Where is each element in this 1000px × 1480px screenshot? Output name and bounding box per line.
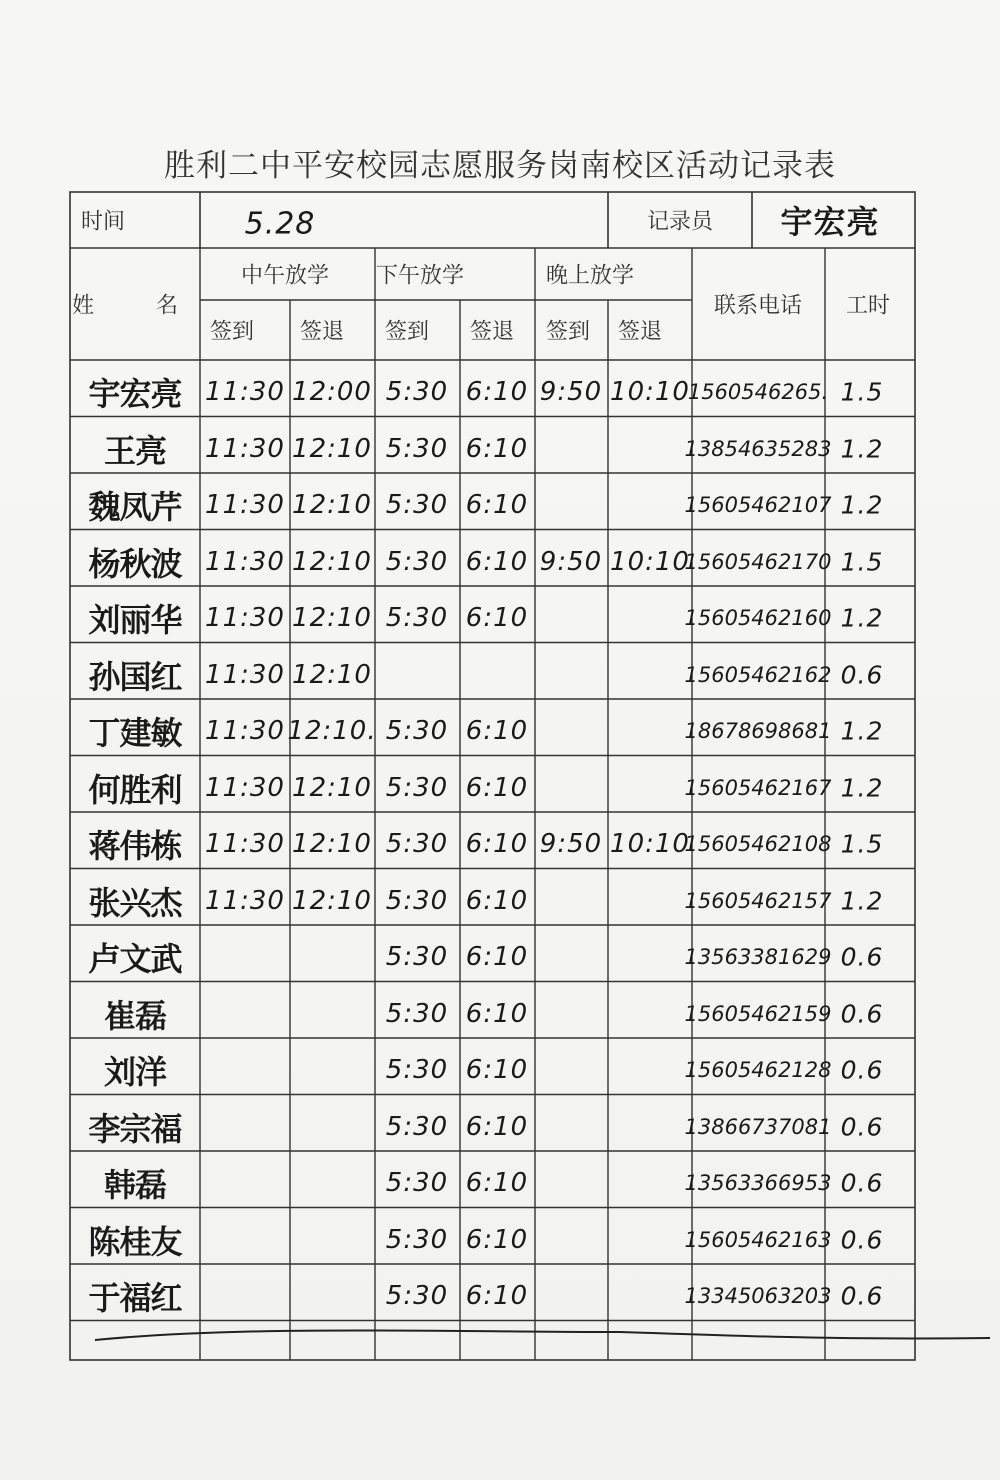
- cell-afternoon-sign-out: 6:10: [465, 716, 529, 747]
- cell-noon-sign-out: 12:10.: [287, 716, 377, 747]
- phone-header: 联系电话: [713, 293, 803, 319]
- end-scribble-line: [95, 1330, 990, 1340]
- cell-evening-sign-in: 9:50: [539, 377, 603, 408]
- cell-name: 蒋伟栋: [88, 827, 182, 866]
- cell-name: 崔磊: [103, 996, 167, 1035]
- cell-afternoon-sign-in: 5:30: [385, 603, 449, 634]
- cell-afternoon-sign-in: 5:30: [385, 716, 449, 747]
- cell-evening-sign-out: 10:10: [610, 377, 690, 408]
- cell-phone: 15605462170: [684, 549, 832, 574]
- cell-evening-sign-out: 10:10: [610, 829, 690, 860]
- cell-noon-sign-in: 11:30: [205, 772, 285, 803]
- cell-hours: 1.2: [840, 716, 884, 746]
- cell-evening-sign-out: 10:10: [610, 546, 690, 577]
- cell-name: 杨秋波: [88, 544, 182, 583]
- afternoon-sign-out-header: 签退: [469, 319, 515, 345]
- cell-hours: 0.6: [840, 1225, 884, 1255]
- cell-name: 于福红: [88, 1279, 182, 1318]
- cell-afternoon-sign-out: 6:10: [465, 490, 529, 521]
- cell-noon-sign-out: 12:10: [292, 490, 372, 521]
- cell-afternoon-sign-out: 6:10: [465, 772, 529, 803]
- cell-afternoon-sign-out: 6:10: [465, 829, 529, 860]
- cell-afternoon-sign-in: 5:30: [385, 490, 449, 521]
- cell-afternoon-sign-in: 5:30: [385, 998, 449, 1029]
- cell-name: 刘洋: [103, 1053, 167, 1092]
- cell-noon-sign-in: 11:30: [205, 716, 285, 747]
- noon-header: 中午放学: [240, 263, 330, 289]
- cell-afternoon-sign-out: 6:10: [465, 603, 529, 634]
- cell-hours: 1.2: [840, 773, 884, 803]
- cell-phone: 13866737081: [684, 1114, 832, 1139]
- cell-name: 韩磊: [103, 1166, 167, 1205]
- cell-afternoon-sign-in: 5:30: [385, 829, 449, 860]
- cell-phone: 13345063203: [684, 1284, 832, 1309]
- cell-phone: 15605462128: [684, 1058, 832, 1083]
- cell-noon-sign-in: 11:30: [205, 377, 285, 408]
- cell-name: 卢文武: [88, 940, 182, 979]
- cell-hours: 0.6: [840, 1055, 884, 1085]
- cell-afternoon-sign-in: 5:30: [385, 1224, 449, 1255]
- cell-hours: 1.5: [840, 377, 884, 407]
- cell-noon-sign-in: 11:30: [205, 433, 285, 464]
- noon-sign-out-header: 签退: [299, 319, 345, 345]
- cell-phone: 15605462162: [684, 662, 832, 687]
- cell-phone: 15605462157: [684, 888, 832, 913]
- cell-afternoon-sign-in: 5:30: [385, 377, 449, 408]
- cell-phone: 15605462159: [684, 1001, 832, 1026]
- cell-afternoon-sign-in: 5:30: [385, 1055, 449, 1086]
- cell-phone: 15605462108: [684, 832, 832, 857]
- cell-phone: 15605462107: [684, 493, 832, 518]
- cell-phone: 1560546265.: [687, 380, 829, 405]
- cell-phone: 15605462167: [684, 775, 832, 800]
- cell-evening-sign-in: 9:50: [539, 829, 603, 860]
- cell-afternoon-sign-out: 6:10: [465, 1111, 529, 1142]
- cell-phone: 15605462160: [684, 606, 832, 631]
- cell-name: 何胜利: [88, 770, 182, 809]
- cell-noon-sign-out: 12:00: [292, 377, 372, 408]
- hours-header: 工时: [845, 293, 891, 319]
- cell-noon-sign-in: 11:30: [205, 546, 285, 577]
- cell-evening-sign-in: 9:50: [539, 546, 603, 577]
- cell-afternoon-sign-out: 6:10: [465, 942, 529, 973]
- cell-afternoon-sign-out: 6:10: [465, 885, 529, 916]
- cell-hours: 1.2: [840, 434, 884, 464]
- cell-hours: 0.6: [840, 999, 884, 1029]
- cell-name: 刘丽华: [88, 601, 182, 640]
- cell-phone: 15605462163: [684, 1227, 832, 1252]
- cell-noon-sign-out: 12:10: [292, 603, 372, 634]
- cell-noon-sign-out: 12:10: [292, 829, 372, 860]
- cell-hours: 1.2: [840, 886, 884, 916]
- cell-phone: 18678698681: [684, 719, 832, 744]
- date-value: 5.28: [244, 206, 316, 242]
- cell-phone: 13563366953: [684, 1171, 832, 1196]
- cell-afternoon-sign-in: 5:30: [385, 772, 449, 803]
- cell-afternoon-sign-in: 5:30: [385, 1111, 449, 1142]
- noon-sign-in-header: 签到: [209, 319, 255, 345]
- cell-name: 丁建敏: [88, 714, 182, 753]
- cell-hours: 0.6: [840, 1281, 884, 1311]
- recorder-signature: 宇宏亮: [780, 203, 880, 241]
- cell-afternoon-sign-out: 6:10: [465, 1224, 529, 1255]
- cell-phone: 13854635283: [684, 436, 832, 461]
- cell-name: 张兴杰: [88, 883, 182, 922]
- cell-afternoon-sign-out: 6:10: [465, 998, 529, 1029]
- cell-noon-sign-out: 12:10: [292, 885, 372, 916]
- cell-afternoon-sign-in: 5:30: [385, 885, 449, 916]
- cell-name: 陈桂友: [88, 1222, 182, 1261]
- cell-hours: 0.6: [840, 942, 884, 972]
- afternoon-header: 下午放学: [375, 263, 465, 289]
- cell-afternoon-sign-in: 5:30: [385, 1168, 449, 1199]
- cell-phone: 13563381629: [684, 945, 832, 970]
- cell-noon-sign-in: 11:30: [205, 885, 285, 916]
- evening-header: 晚上放学: [545, 263, 635, 289]
- cell-afternoon-sign-out: 6:10: [465, 433, 529, 464]
- cell-afternoon-sign-in: 5:30: [385, 942, 449, 973]
- cell-hours: 0.6: [840, 660, 884, 690]
- cell-afternoon-sign-in: 5:30: [385, 433, 449, 464]
- cell-name: 魏凤芹: [88, 488, 182, 527]
- cell-afternoon-sign-out: 6:10: [465, 546, 529, 577]
- cell-hours: 1.5: [840, 547, 884, 577]
- name-column-header: 姓 名: [71, 293, 199, 319]
- cell-hours: 1.2: [840, 490, 884, 520]
- evening-sign-in-header: 签到: [545, 319, 591, 345]
- cell-name: 李宗福: [88, 1109, 182, 1148]
- cell-hours: 1.2: [840, 603, 884, 633]
- cell-name: 王亮: [103, 431, 167, 470]
- evening-sign-out-header: 签退: [617, 319, 663, 345]
- cell-noon-sign-out: 12:10: [292, 659, 372, 690]
- cell-afternoon-sign-in: 5:30: [385, 546, 449, 577]
- time-label: 时间: [80, 209, 126, 235]
- cell-noon-sign-in: 11:30: [205, 490, 285, 521]
- cell-noon-sign-out: 12:10: [292, 433, 372, 464]
- cell-afternoon-sign-out: 6:10: [465, 377, 529, 408]
- cell-afternoon-sign-in: 5:30: [385, 1281, 449, 1312]
- cell-afternoon-sign-out: 6:10: [465, 1055, 529, 1086]
- cell-noon-sign-in: 11:30: [205, 659, 285, 690]
- cell-hours: 0.6: [840, 1168, 884, 1198]
- cell-noon-sign-out: 12:10: [292, 546, 372, 577]
- form-title: 胜利二中平安校园志愿服务岗南校区活动记录表: [164, 148, 836, 184]
- cell-afternoon-sign-out: 6:10: [465, 1281, 529, 1312]
- cell-noon-sign-in: 11:30: [205, 603, 285, 634]
- cell-noon-sign-out: 12:10: [292, 772, 372, 803]
- afternoon-sign-in-header: 签到: [384, 319, 430, 345]
- cell-name: 孙国红: [88, 657, 182, 696]
- cell-hours: 1.5: [840, 829, 884, 859]
- cell-name: 宇宏亮: [88, 375, 182, 414]
- cell-hours: 0.6: [840, 1112, 884, 1142]
- cell-noon-sign-in: 11:30: [205, 829, 285, 860]
- cell-afternoon-sign-out: 6:10: [465, 1168, 529, 1199]
- recorder-label: 记录员: [646, 209, 714, 235]
